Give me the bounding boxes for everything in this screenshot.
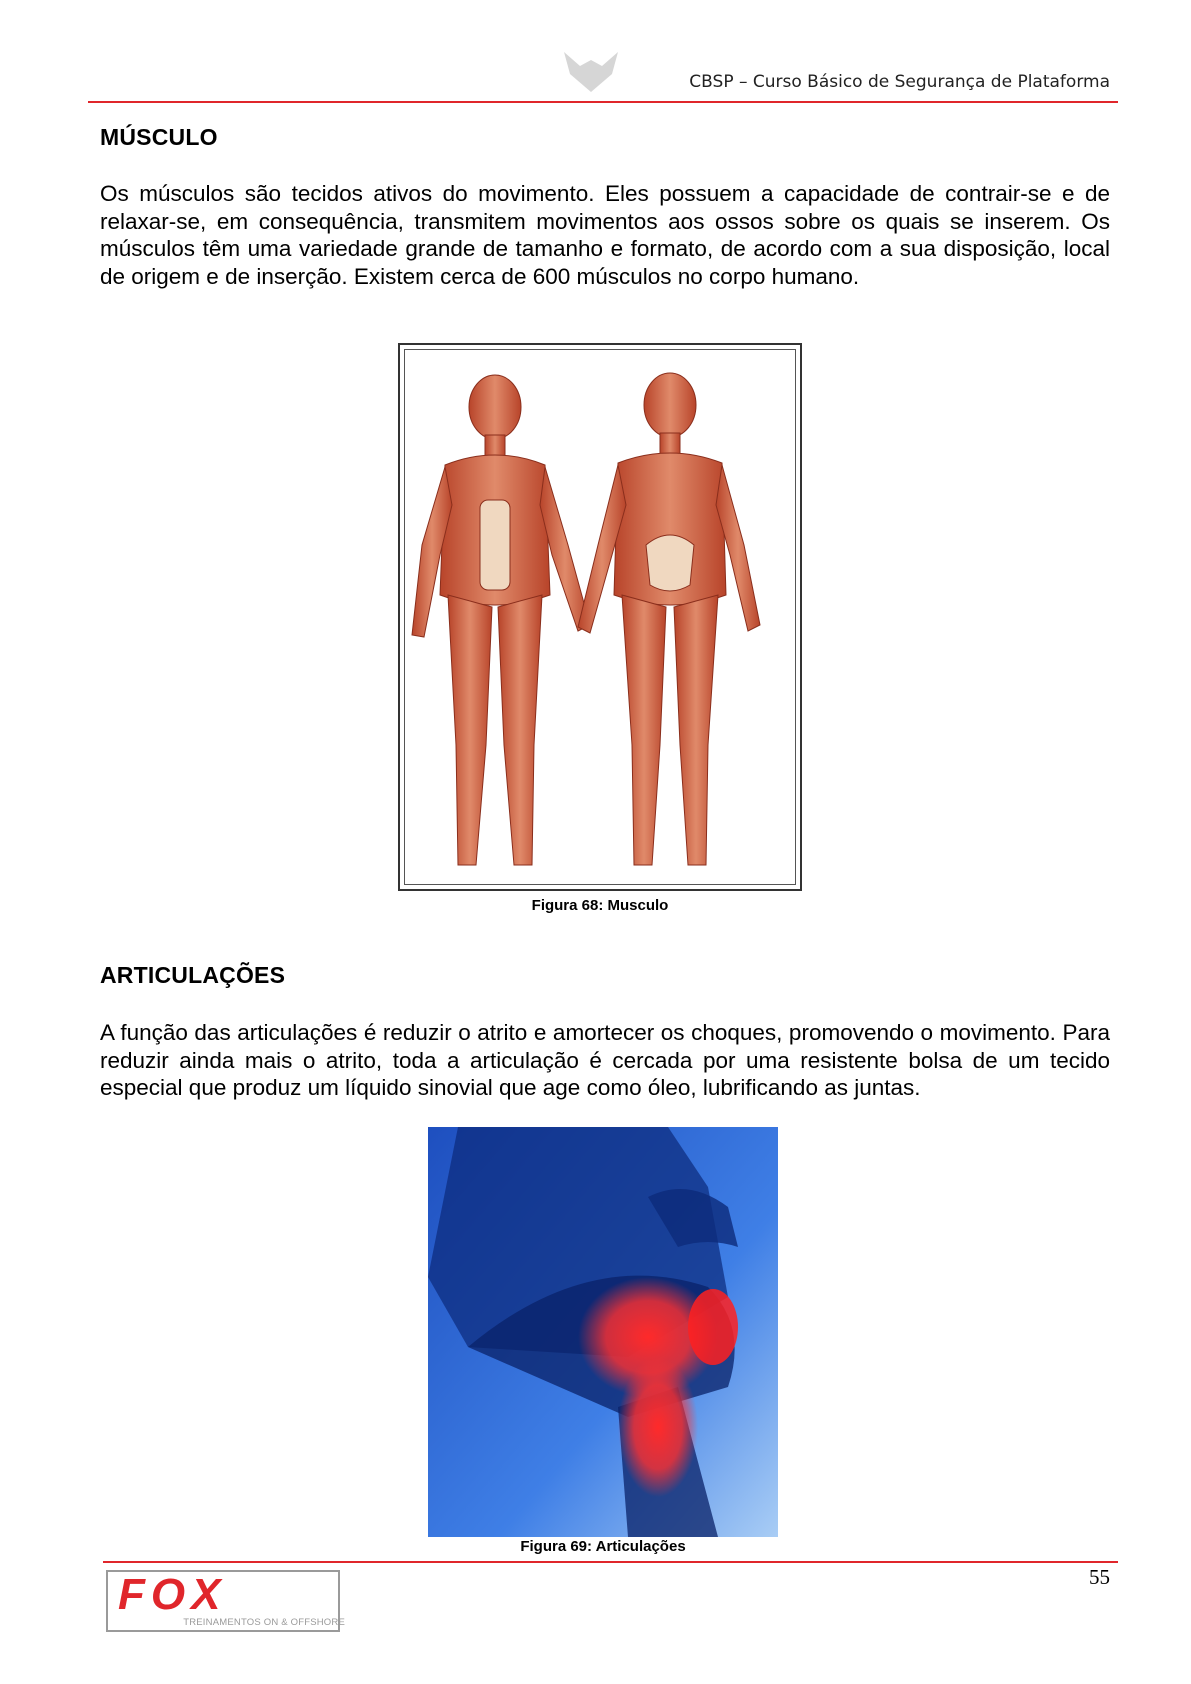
paragraph-articulacoes: A função das articulações é reduzir o atrito e amortecer os choques, promovendo o movimento. Para reduzir ainda mais o atrito, toda a articulação é cercada por uma resistente bolsa de um tecido especial que produz um líquido sinovial que age como óleo, lubrificando as juntas.: [100, 1020, 1110, 1100]
knee-joint-illustration: [428, 1127, 778, 1537]
paragraph-musculo: Os músculos são tecidos ativos do movimento. Eles possuem a capacidade de contrair-se e de relaxar-se, em consequência, transmitem movimentos aos ossos sobre os quais se inserem. Os músculos têm uma variedade grande de tamanho e formato, de acordo com a sua disposição, local de origem e de inserção. Existem cerca de 600 músculos no corpo humano.: [100, 181, 1110, 289]
header-title: CBSP – Curso Básico de Segurança de Plataforma: [689, 72, 1110, 92]
fox-logo-text: FOX: [118, 1570, 227, 1619]
section-heading-musculo: MÚSCULO: [100, 124, 218, 150]
figure-musculo: [398, 343, 802, 891]
footer-rule: [103, 1561, 1118, 1563]
page-number: 55: [1089, 1565, 1110, 1589]
section-heading-articulacoes: ARTICULAÇÕES: [100, 962, 286, 988]
header-rule: [88, 101, 1118, 103]
fox-logo-subtitle: TREINAMENTOS ON & OFFSHORE: [183, 1617, 345, 1628]
figure-caption-articulacoes: Figura 69: Articulações: [520, 1538, 686, 1555]
figure-caption-musculo: Figura 68: Musculo: [531, 897, 669, 914]
muscle-anatomy-illustration: [400, 345, 800, 889]
